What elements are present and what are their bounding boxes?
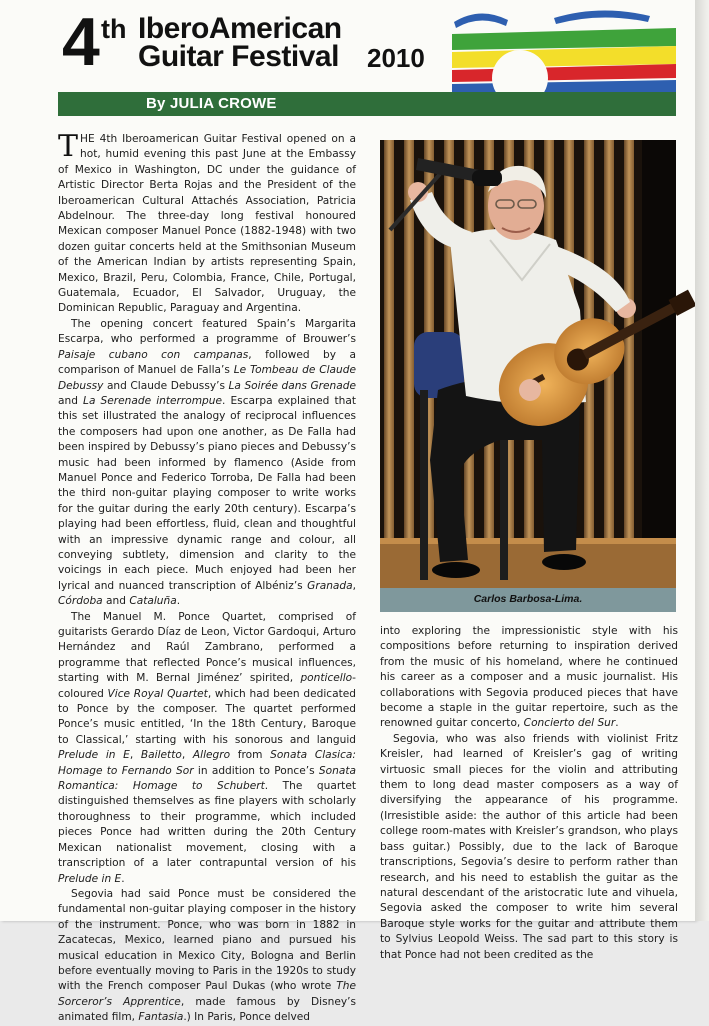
byline: By JULIA CROWE <box>146 95 277 112</box>
performer-photo <box>380 140 676 588</box>
article-paragraph: The opening concert featured Spain’s Margarita Escarpa, who performed a programme of Brouwer’s Paisaje cubano con campanas, followed by a comparison of Manuel de Falla’s Le Tombeau de Claude Debussy and Claude Debussy’s La Soirée dans Grenade and La Serenade interrompue. Escarpa explained that this set illustrated the analogy of reciprocal influences the composers had upon one another, as De Falla had been inspired by Debussy’s piano pieces and Debussy’s music had been informed by flamenco (Aside from Manuel Ponce and Federico Torroba, De Falla had been the third non-guitar playing composer to write works for the guitar during the early 20th century). Escarpa’s playing had been effortless, fluid, clean and thoughtful with an impressive dynamic range and colour, all conveying subtlety, dimension and clarity to the voicings in each piece. Much enjoyed had been her lyrical and nuanced transcription of Albéniz’s Granada, Córdoba and Cataluña. <box>58 317 357 608</box>
title-number: 4 <box>62 4 98 80</box>
title-year: 2010 <box>367 43 425 73</box>
title-line-2: Guitar Festival <box>138 40 339 73</box>
article-paragraph: Segovia had said Ponce must be considered the fundamental non-guitar playing composer in the history of the instrument. Ponce, who was born in 1882 in Zacatecas, Mexico, learned piano and pursued his musical education in Mexico City, Bologna and Berlin before eventually moving to Paris in the 1920s to study with the French composer Paul Dukas (who wrote The Sorceror’s Apprentice, made famous by Disney’s animated film, Fantasia.) In Paris, Ponce delved <box>58 887 356 1024</box>
article-paragraph: The Manuel M. Ponce Quartet, comprised of guitarists Gerardo Díaz de Leon, Victor Gardoqui, Arturo Hernández and Raúl Zambrano, performed a programme that reflected Ponce’s musical influences, starting with M. Bernal Jiménez’ spirited, ponticello-coloured Vice Royal Quartet, which had been dedicated to Ponce by the composer. The quartet performed Ponce’s music entitled, ‘In the 18th Century, Baroque to Classical,’ starting with his sonorous and languid Prelude in E, Bailetto, Allegro from Sonata Clasica: Homage to Fernando Sor in addition to Ponce’s Sonata Romantica: Homage to Schubert. The quartet distinguished themselves as fine players with scholarly thoroughness to their programme, which included pieces Ponce had written during the 20th Century Mexican nationalist movement, closing with a transcription of a later contrapuntal version of his Prelude in E. <box>58 610 356 885</box>
title-line-1: IberoAmerican <box>138 12 342 45</box>
performer-illustration <box>380 140 676 588</box>
article-paragraph-text: HE 4th Iberoamerican Guitar Festival opened on a hot, humid evening this past June at the Embassy of Mexico in Washington, DC under the guidance of Artistic Director Berta Rojas and the President of the Iberoamerican Cultural Attachés Association, Patricia Abdelnour. The three-day long festival honoured Mexican composer Manuel Ponce (1882-1948) with two dozen guitar concerts held at the Smithsonian Museum of the American Indian by artists representing Spain, Mexico, Brazil, Peru, Colombia, France, Chile, Portugal, Guatemala, Ecuador, El Salvador, Uruguay, the Dominican Republic, Paraguay and Argentina. <box>58 133 356 315</box>
article-paragraph <box>58 129 356 317</box>
photo-caption: Carlos Barbosa-Lima. <box>473 593 583 605</box>
article-paragraph: Segovia, who was also friends with violinist Fritz Kreisler, had learned of Kreisler’s gag of writing virtuosic small pieces for the violin and attributing them to long dead master composers as a way of diversifying the appearance of his programme. (Irresistible aside: the author of this article had been college room-mates with Kreisler’s grandson, who plays bass guitar.) Possibly, due to the lack of Baroque transcriptions, Segovia’s desire to perform rather than research, and his need to establish the guitar as the natural descendant of the aristocratic lute and vihuela, Segovia asked the composer to write him several Baroque style works for the guitar and attribute them to Sylvius Leopold Weiss. The sad part to this story is that Ponce had not been credited as the <box>380 732 678 961</box>
next-page-edge <box>695 0 709 921</box>
title-superscript: th <box>101 14 127 44</box>
photo-caption-bar <box>380 588 676 612</box>
article-paragraph: into exploring the impressionistic style with his compositions before returning to inspiration derived from the music of his homeland, where he continued his career as a composer and a music journalist. His collaborations with Segovia produced pieces that have become a staple in the guitar repertoire, such as the renowned guitar concerto, Concierto del Sur. <box>380 625 678 730</box>
article-left-column <box>58 129 357 1026</box>
festival-logo <box>450 8 678 96</box>
article-right-column <box>380 624 678 963</box>
byline-bar <box>58 92 676 116</box>
drop-cap: T <box>58 129 79 164</box>
